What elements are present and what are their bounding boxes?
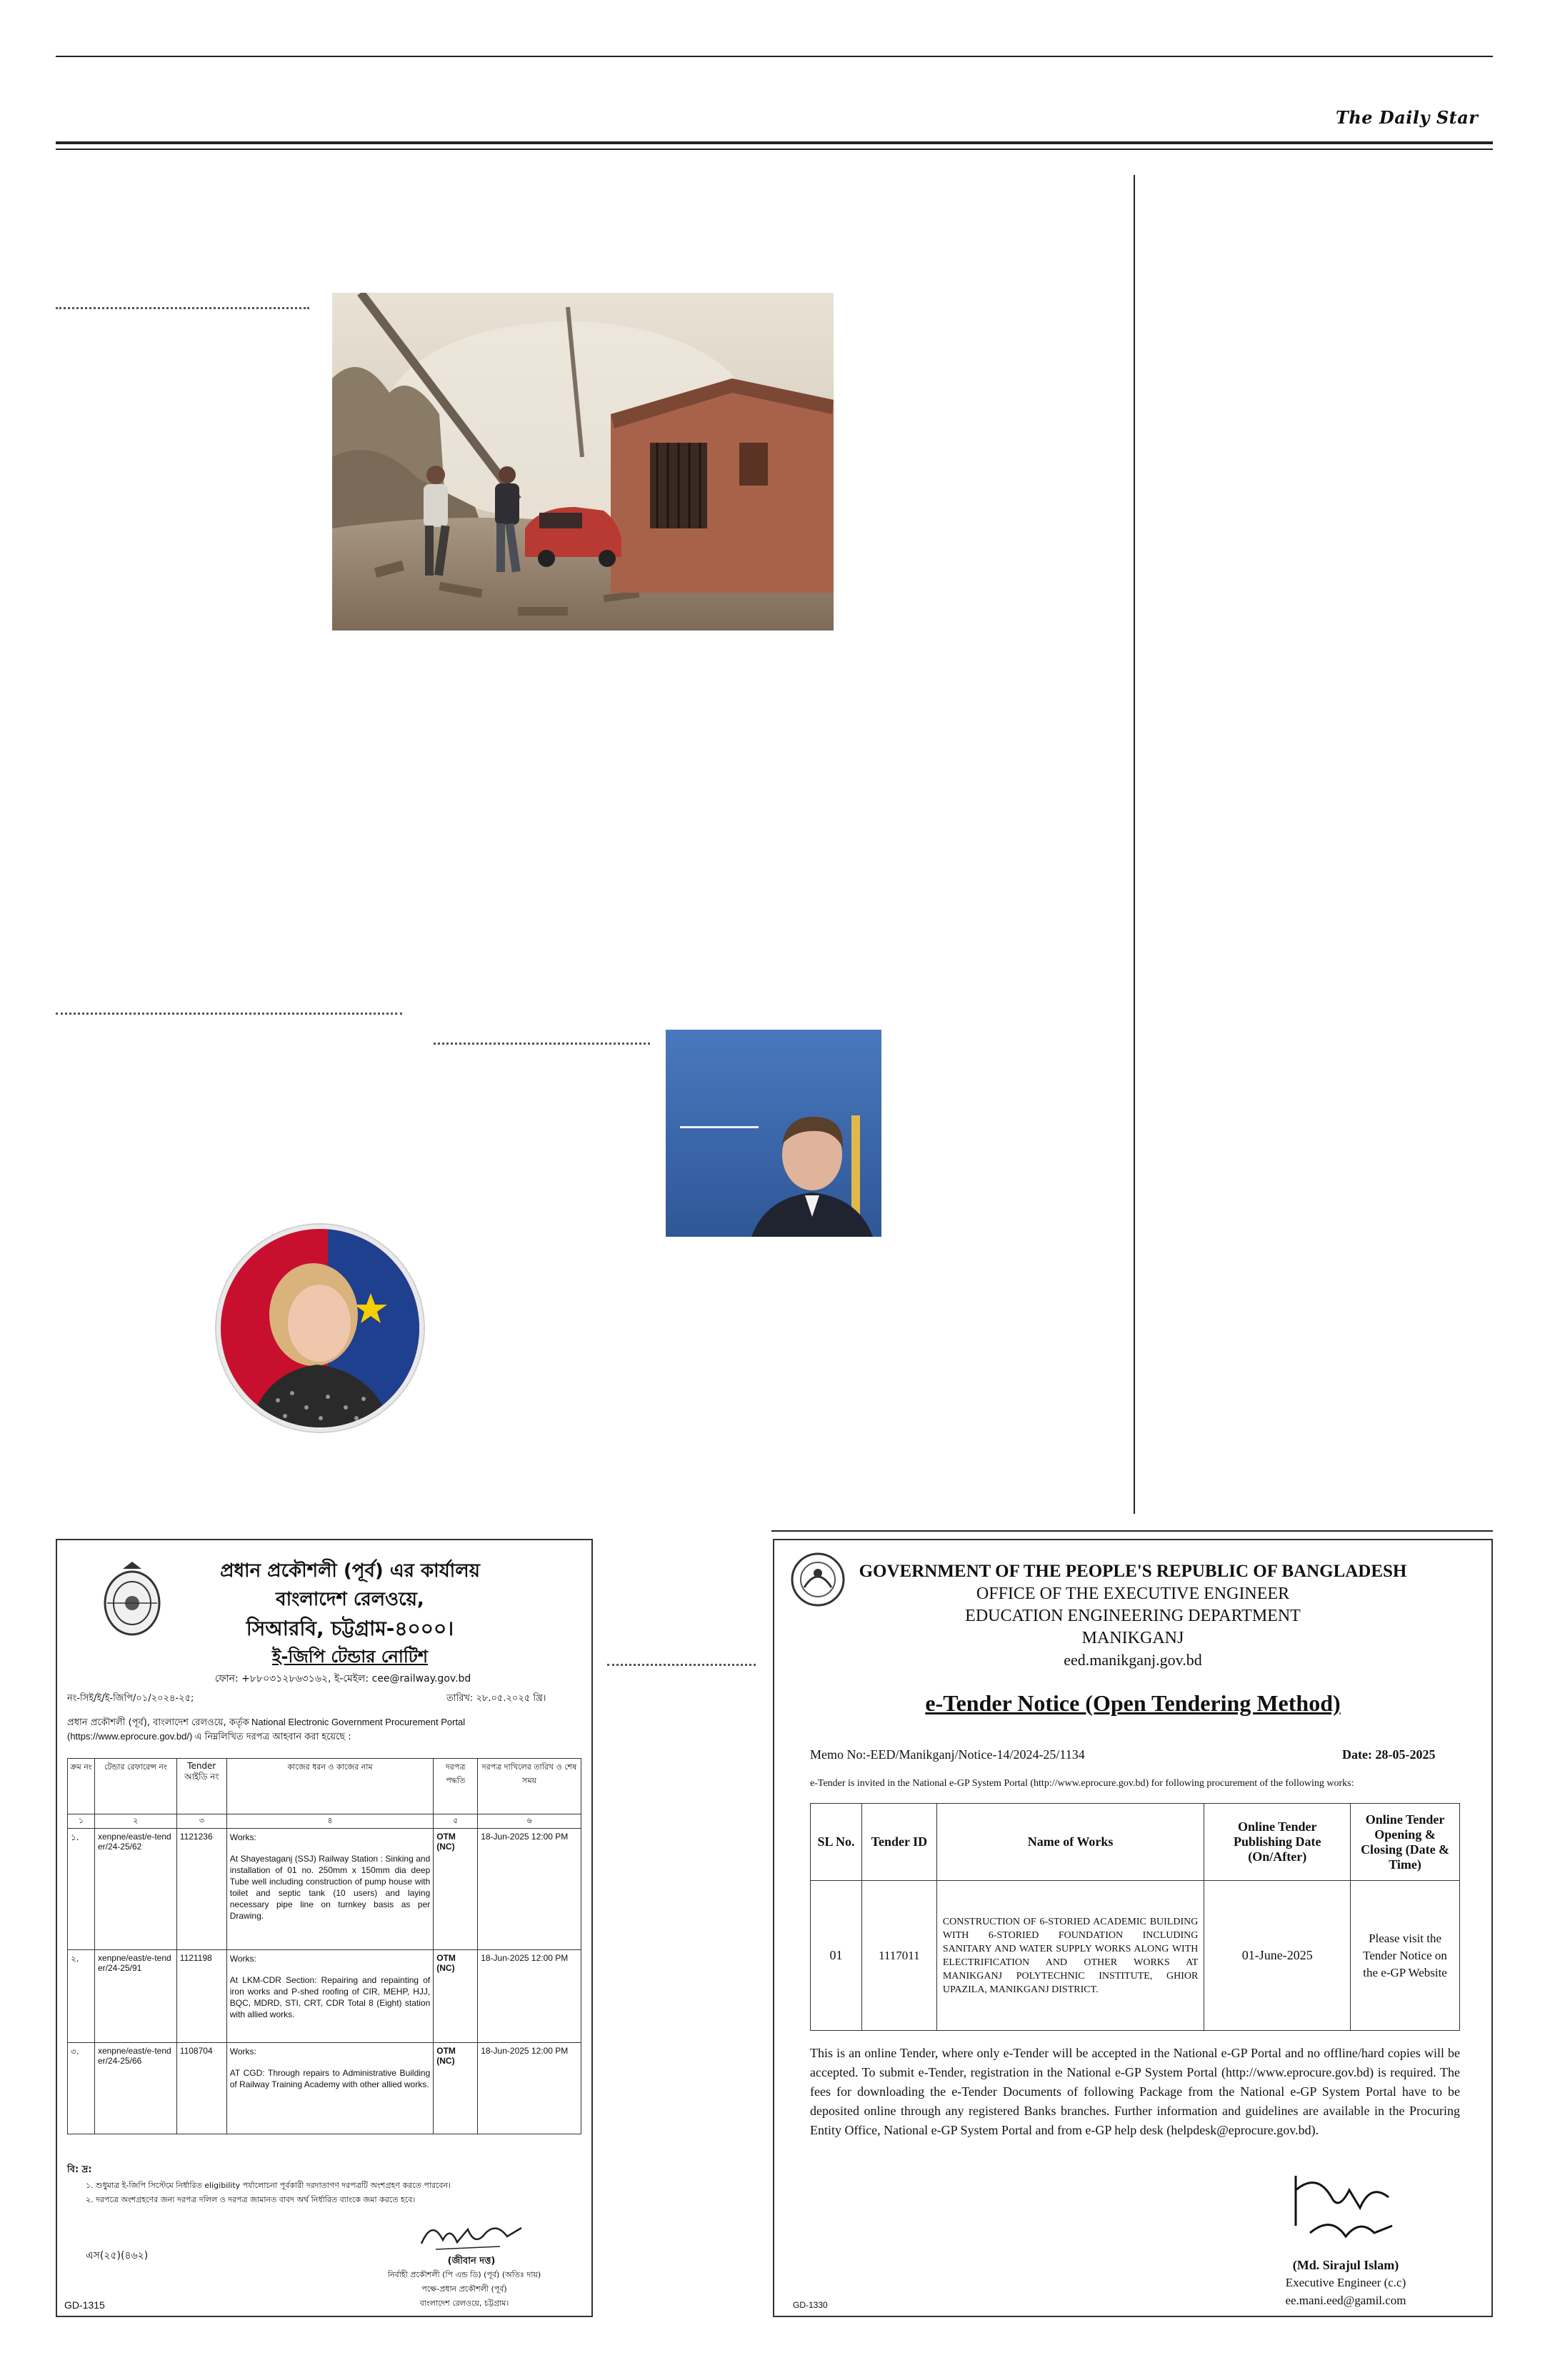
railway-code: এস(২৫)(৪৬২) [86, 2250, 149, 2261]
railway-colnum-1: ১ [68, 1814, 95, 1829]
eed-row-publish: 01-June-2025 [1204, 1881, 1351, 2031]
table-row [811, 1881, 1460, 2031]
masthead-brand: The Daily Star [1336, 107, 1479, 128]
railway-row2-works-cell [226, 1950, 434, 2043]
eed-line5: eed.manikganj.gov.bd [1064, 1651, 1202, 1669]
railway-date: তারিখ: ২৮.০৫.২০২৫ খ্রি। [446, 1693, 546, 1704]
railway-title-line2: বাংলাদেশ রেলওয়ে, [276, 1589, 424, 1610]
railway-intro-bn: প্রধান প্রকৌশলী (পূর্ব), বাংলাদেশ রেলওয়ে, কর্তৃক [67, 1717, 249, 1728]
railway-signer-title1: নির্বাহী প্রকৌশলী (পি এন্ড ডি) (পূর্ব) (অতিঃ দায়) [387, 2270, 541, 2279]
eed-gd-code: GD-1330 [793, 2300, 828, 2310]
eed-row-id: 1117011 [861, 1881, 936, 2031]
railway-row2-sl: ২. [68, 1950, 95, 2043]
eed-row-closing: Please visit the Tender Notice on the e-GP Website [1351, 1881, 1460, 2031]
railway-row1-works-label: Works: [229, 1832, 256, 1842]
railway-notice-title: ই-জিপি টেন্ডার নোটিশ [272, 1647, 428, 1667]
railway-header-sl: ক্রম নং [68, 1759, 95, 1814]
railway-colnum-6: ৬ [478, 1814, 581, 1829]
railway-row1-sl: ১. [68, 1829, 95, 1950]
railway-title-line1: প্রধান প্রকৌশলী (পূর্ব) এর কার্যালয় [220, 1560, 480, 1582]
railway-row3-id: 1108704 [176, 2043, 226, 2134]
railway-row2-works-label: Works: [229, 1954, 256, 1964]
railway-title-line3: সিআরবি, চট্টগ্রাম-৪০০০। [246, 1617, 454, 1640]
railway-colnum-4: ৪ [226, 1814, 434, 1829]
eed-body-text: This is an online Tender, where only e-Tender will be accepted in the National e-GP Portal and no offline/hard copies will be accepted. To submit e-Tender, registration in the National e-GP System Portal (http://www.eprocure.gov.bd) is required. The fees for downloading the e-Tender Documents of following Package from the National e-GP System Portal have to be deposited online through any registered Banks branches. Further information and guidelines are available in the Procuring Entity Office, National e-GP System Portal and from e-GP help desk (helpdesk@eprocure.gov.bd). [810, 2046, 1460, 2137]
eed-signature [1281, 2169, 1403, 2247]
railway-row1-works: At Shayestaganj (SSJ) Railway Station : Sinking and installation of 01 no. 250mm x 150mm dia deep Tube well including construction of pump house with toilet and septic tank (10 users) and laying necessary pipe line on turnkey basis as per Drawing. [229, 1854, 431, 1921]
eed-header-id: Tender ID [861, 1804, 936, 1881]
eed-header-sl: SL No. [811, 1804, 862, 1881]
railway-row3-works: AT CGD: Through repairs to Administrative Building of Railway Training Academy with other allied works. [229, 2068, 431, 2089]
railway-signer-title2: পক্ষে-প্রধান প্রকৌশলী (পূর্ব) [421, 2284, 507, 2294]
eed-tender-ad [773, 1539, 1493, 2317]
railway-tender-ad [56, 1539, 593, 2317]
dotted-separator-4 [607, 1664, 756, 1666]
railway-intro-en1: National Electronic Government Procurement Portal [251, 1717, 466, 1727]
railway-header-closing: দরপত্র দাখিলের তারিখ ও শেষ সময় [478, 1759, 581, 1814]
railway-colnum-3: ৩ [176, 1814, 226, 1829]
railway-row1-id: 1121236 [176, 1829, 226, 1950]
railway-note-label: বি: দ্র: [67, 2164, 92, 2175]
railway-row1-closing: 18-Jun-2025 12:00 PM [478, 1829, 581, 1950]
railway-intro [67, 1715, 581, 1744]
railway-note-2: ২. দরপত্রে অংশগ্রহণের জন্য দরপত্র দলিল ও দরপত্র জামানত বাবদ অর্থ নির্ধারিত ব্যাংকে জমা করতে হবে। [86, 2195, 416, 2204]
railway-row2-ref: xenpne/east/e-tender/24-25/91 [94, 1950, 176, 2043]
railway-memo: নং-সিই/ই/ই-জিপি/০১/২০২৪-২৫; [67, 1693, 194, 1704]
news-photo-portrait-circle [216, 1225, 424, 1432]
railway-header-method: দরপত্র পদ্ধতি [434, 1759, 478, 1814]
news-photo-rubble [332, 293, 834, 631]
eed-line1: GOVERNMENT OF THE PEOPLE'S REPUBLIC OF BANGLADESH [859, 1562, 1407, 1581]
railway-signer-name: (জীবান দত্ত) [447, 2256, 496, 2266]
railway-gd-code: GD-1315 [64, 2299, 105, 2311]
railway-row2-works: At LKM-CDR Section: Repairing and repainting of iron works and P-shed roofing of CIR, MEHP, HJJ, BQC, MDRD, STI, CRT, CDR Total 8 (Eight) station with allied works. [229, 1975, 431, 2019]
eed-intro: e-Tender is invited in the National e-GP System Portal (http://www.eprocure.gov.bd) for following procurement of the following works: [810, 1778, 1354, 1789]
railway-row1-works-cell [226, 1829, 434, 1950]
railway-emblem-icon [101, 1562, 163, 1640]
railway-colnum-5: ৫ [434, 1814, 478, 1829]
railway-row2-closing: 18-Jun-2025 12:00 PM [478, 1950, 581, 2043]
railway-row3-works-cell [226, 2043, 434, 2134]
dotted-separator-2 [56, 1013, 402, 1015]
railway-signature [414, 2215, 529, 2254]
dotted-separator-3 [434, 1043, 650, 1045]
eed-header-works: Name of Works [936, 1804, 1204, 1881]
railway-intro-bn2: এ নিম্নলিখিত দরপত্র আহবান করা হয়েছে : [194, 1732, 351, 1742]
dotted-separator-1 [56, 307, 309, 309]
railway-intro-en2: (https://www.eprocure.gov.bd/) [67, 1731, 193, 1742]
eed-header-publish: Online Tender Publishing Date (On/After) [1204, 1804, 1351, 1881]
news-photo-speaker [666, 1030, 881, 1237]
masthead-rule-thin [56, 149, 1493, 150]
eed-row-sl: 01 [811, 1881, 862, 2031]
eed-line3: EDUCATION ENGINEERING DEPARTMENT [965, 1607, 1301, 1625]
railway-header-id: Tender আইডি নং [176, 1759, 226, 1814]
masthead-rule-thick [56, 141, 1493, 144]
ads-top-rule [771, 1530, 1493, 1532]
portrait-illustration [221, 1229, 419, 1427]
railway-colnum-2: ২ [94, 1814, 176, 1829]
eed-date: Date: 28-05-2025 [1342, 1747, 1436, 1762]
railway-signer-title3: বাংলাদেশ রেলওয়ে, চট্টগ্রাম। [419, 2299, 509, 2308]
table-row [68, 1950, 581, 2043]
railway-header-ref: টেন্ডার রেফারেন্স নং [94, 1759, 176, 1814]
eed-header-closing: Online Tender Opening & Closing (Date & Time) [1351, 1804, 1460, 1881]
railway-row3-sl: ৩. [68, 2043, 95, 2134]
table-row [68, 1829, 581, 1950]
railway-row3-closing: 18-Jun-2025 12:00 PM [478, 2043, 581, 2134]
railway-contact: ফোন: +৮৮০৩১২৮৬৩১৬২, ই-মেইল: cee@railway.gov.bd [214, 1673, 471, 1684]
railway-row3-works-label: Works: [229, 2047, 256, 2057]
railway-row1-ref: xenpne/east/e-tender/24-25/62 [94, 1829, 176, 1950]
railway-row2-id: 1121198 [176, 1950, 226, 2043]
railway-row2-method: OTM (NC) [434, 1950, 478, 2043]
top-rule [56, 56, 1493, 57]
eed-line4: MANIKGANJ [1081, 1629, 1184, 1647]
railway-row1-method: OTM (NC) [434, 1829, 478, 1950]
eed-memo: Memo No:-EED/Manikganj/Notice-14/2024-25/1134 [810, 1747, 1085, 1762]
railway-note-1: ১. শুধুমাত্র ই-জিপি সিস্টেমে নির্ধারিত eligibility পর্যালোচনা পূর্বকারী দরদাতাগণ দরপত্রটি অংশগ্রহণ করতে পারবেন। [86, 2181, 451, 2190]
speaker-illustration [666, 1030, 881, 1237]
rubble-scene-illustration [332, 293, 834, 631]
eed-tender-table [810, 1803, 1460, 2031]
railway-header-works: কাজের ধরন ও কাজের নাম [226, 1759, 434, 1814]
eed-signer-title: Executive Engineer (c.c) [1285, 2276, 1406, 2289]
eed-row-works: CONSTRUCTION OF 6-STORIED ACADEMIC BUILDING WITH 6-STORIED FOUNDATION INCLUDING SANITARY AND WATER SUPPLY WORKS ALONG WITH ELECTRIFICATION AND OTHER WORKS AT MANIKGANJ POLYTECHNIC INSTITUTE, GHIOR UPAZILA, MANIKGANJ DISTRICT. [936, 1881, 1204, 2031]
eed-line2: OFFICE OF THE EXECUTIVE ENGINEER [976, 1585, 1290, 1603]
railway-tender-table [67, 1758, 581, 2134]
railway-row3-method: OTM (NC) [434, 2043, 478, 2134]
railway-row3-ref: xenpne/east/e-tender/24-25/66 [94, 2043, 176, 2134]
eed-signer-email: ee.mani.eed@gamil.com [1285, 2294, 1406, 2307]
column-divider [1134, 175, 1135, 1514]
table-row [68, 2043, 581, 2134]
eed-signer-name: (Md. Sirajul Islam) [1292, 2258, 1399, 2272]
eed-notice-title: e-Tender Notice (Open Tendering Method) [925, 1690, 1341, 1716]
